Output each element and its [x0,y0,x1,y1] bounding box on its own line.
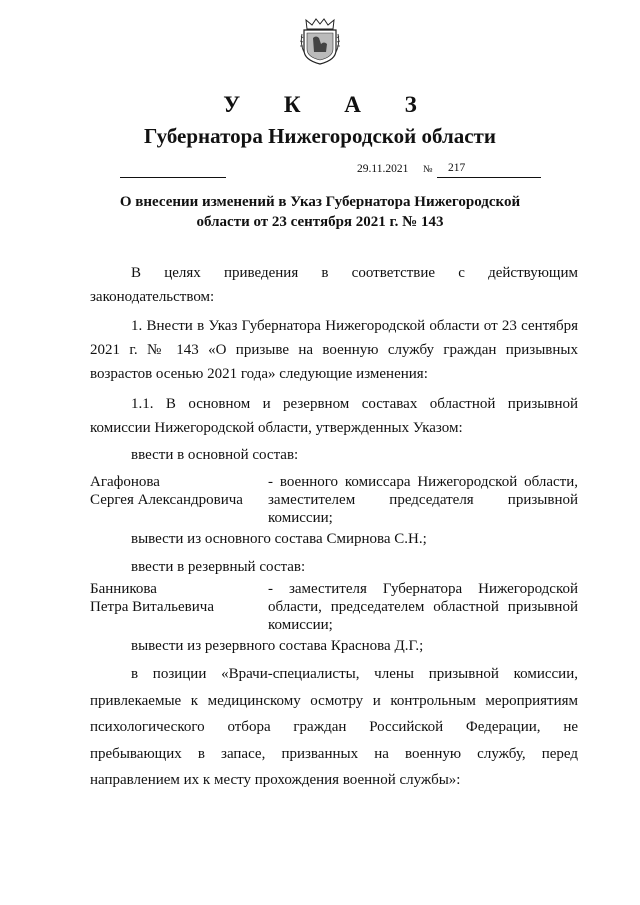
paragraph-insert-main: ввести в основной состав: [131,447,299,463]
document-issuer: Губернатора Нижегородской области [144,124,496,148]
paragraph-item-1-1: 1.1. В основном и резервном составах областной призывной комиссии Нижегородской области, утвержденных Указом: [90,396,578,436]
number-label: № [423,164,433,175]
paragraph-remove-main: вывести из основного состава Смирнова С.Н.; [131,531,427,547]
person1-name: Сергея Александровича [90,492,243,508]
person2-position: - заместителя Губернатора Нижегородской области, председателем областной призывной комиссии; [268,581,578,633]
person2-surname: Банникова [90,581,157,597]
paragraph-preamble: В целях приведения в соответствие с действующим [131,265,578,281]
coat-of-arms-emblem [300,16,340,66]
paragraph-item-1: 1. Внести в Указ Губернатора Нижегородской области от 23 сентября 2021 г. № 143 «О призыве на военную службу граждан призывных возрастов осенью 2021 года» следующие изменения: [90,318,578,382]
heading-line: области от 23 сентября 2021 г. № 143 [196,214,444,230]
person1-position: - военного комиссара Нижегородской области, заместителем председателя призывной комиссии; [268,474,578,526]
blank-underline [120,177,226,178]
heading-line: О внесении изменений в Указ Губернатора Нижегородской [119,194,521,210]
paragraph-insert-reserve: ввести в резервный состав: [131,559,306,575]
paragraph-preamble-cont: законодательством: [90,289,215,305]
document-date: 29.11.2021 [357,163,409,175]
number-underline [437,177,541,178]
document-title: У К А З [223,92,436,117]
person1-surname: Агафонова [90,474,160,490]
paragraph-remove-reserve: вывести из резервного состава Краснова Д.Г.; [131,638,424,654]
paragraph-position: в позиции «Врачи-специалисты, члены призывной комиссии, привлекаемые к медицинскому осмотру и контрольным мероприятиям психологического отбора граждан Российской Федерации, не пребывающих в запасе, призванных на военную службу, перед направлением их к месту прохождения военной службы»: [90,666,578,788]
document-heading [0,192,640,232]
document-number: 217 [448,162,466,174]
person2-name: Петра Витальевича [90,599,214,615]
